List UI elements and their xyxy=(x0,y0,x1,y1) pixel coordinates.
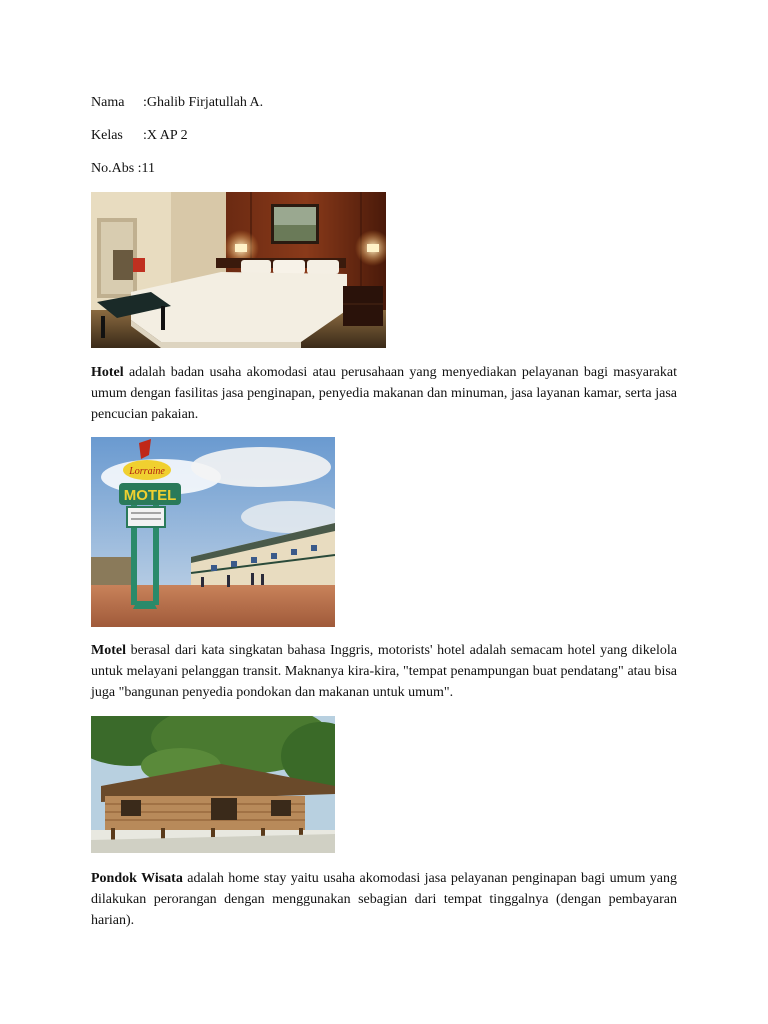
motel-description: berasal dari kata singkatan bahasa Inggris, motorists' hotel adalah semacam hotel yang dikelola untuk melayani pelanggan transit. Maknanya kira-kira, "tempat penampungan buat pendatang" atau bisa juga "bangunan penyedia pondokan dan makanan untuk umum". xyxy=(91,643,677,700)
class-value: :X AP 2 xyxy=(143,128,188,143)
pondok-wisata-image xyxy=(91,716,335,853)
name-label: Nama xyxy=(91,95,125,110)
abs-label: No.Abs xyxy=(91,161,135,176)
motel-sign-script: Lorraine xyxy=(129,466,165,477)
hotel-term: Hotel xyxy=(91,365,124,380)
pondok-wisata-paragraph xyxy=(91,868,677,931)
abs-row xyxy=(91,161,155,177)
abs-value: :11 xyxy=(137,161,156,176)
pondok-wisata-description: adalah home stay yaitu usaha akomodasi jasa pelayanan penginapan bagi umum yang dilakukan perorangan dengan menggunakan sebagian dari tempat tinggalnya (dengan pembayaran harian). xyxy=(91,871,678,928)
motel-paragraph xyxy=(91,640,677,703)
motel-term: Motel xyxy=(91,643,126,658)
hotel-paragraph xyxy=(91,362,677,425)
motel-sign-word: MOTEL xyxy=(123,487,177,504)
pondok-wisata-term: Pondok Wisata xyxy=(91,871,183,886)
name-value: :Ghalib Firjatullah A. xyxy=(143,95,264,110)
class-row xyxy=(91,128,188,144)
name-row xyxy=(91,95,263,111)
hotel-room-image xyxy=(91,192,386,348)
hotel-description: adalah badan usaha akomodasi atau perusahaan yang menyediakan pelayanan bagi masyarakat umum dengan fasilitas jasa penginapan, penyedia makanan dan minuman, jasa layanan kamar, serta jasa pencucian pakaian. xyxy=(91,365,677,422)
class-label: Kelas xyxy=(91,128,123,143)
motel-image xyxy=(91,437,335,627)
